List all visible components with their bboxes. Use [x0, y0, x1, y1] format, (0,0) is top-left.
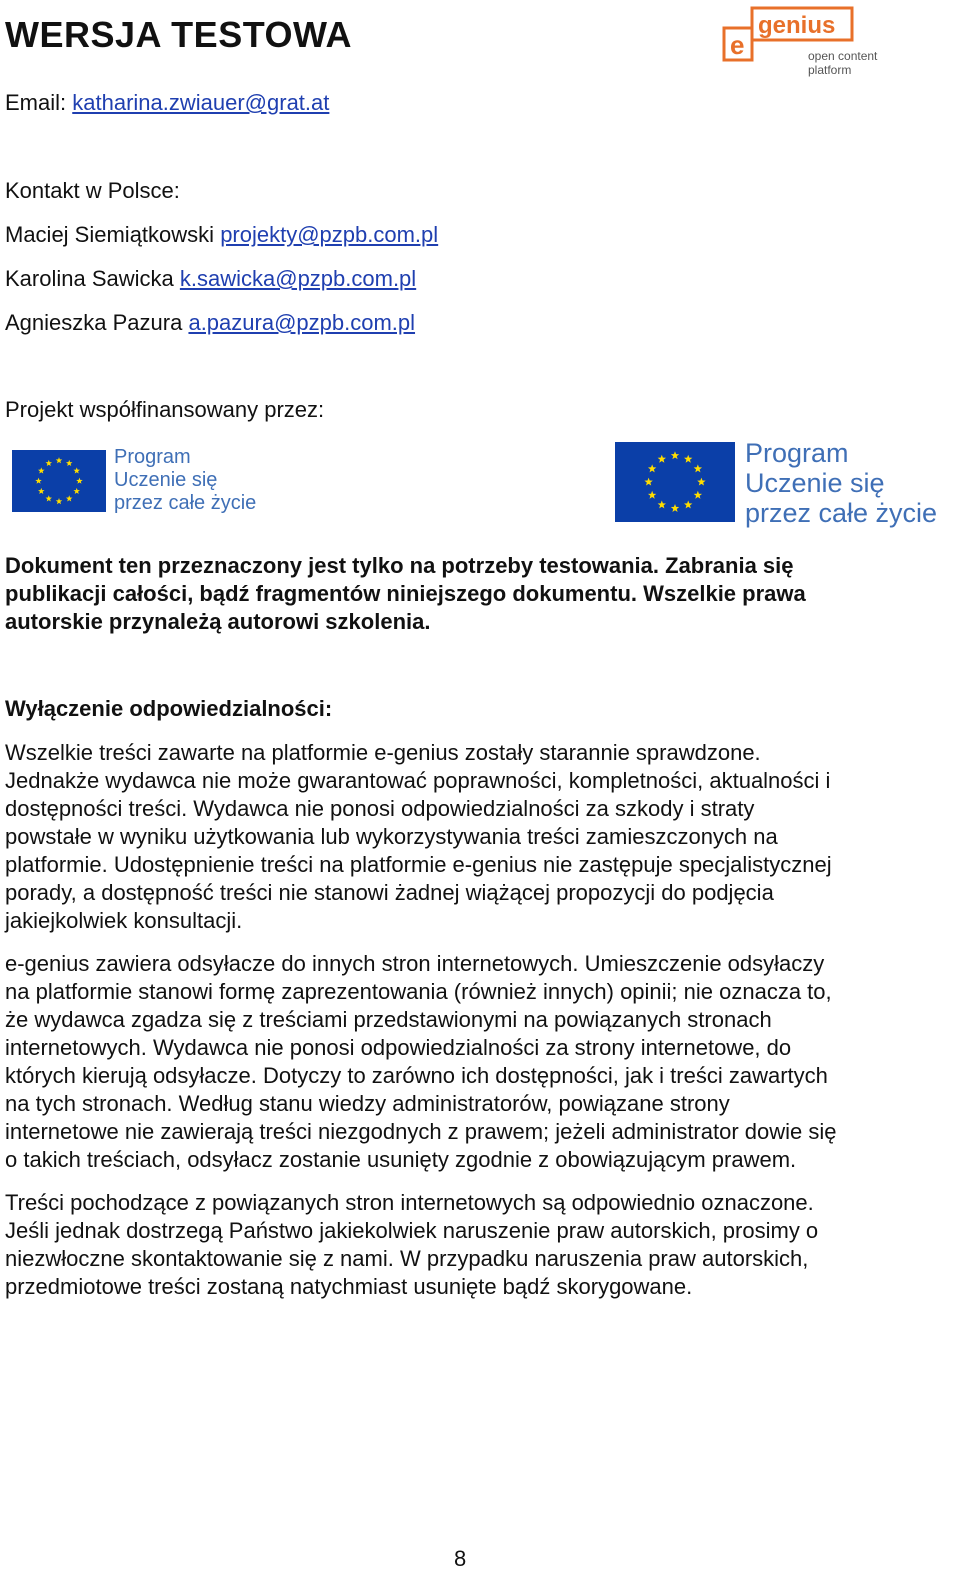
- contact-person-row: [5, 221, 438, 249]
- notice-line: publikacji całości, bądź fragmentów niniejszego dokumentu. Wszelkie prawa: [5, 581, 806, 606]
- paragraph-line: których kierują odsyłacze. Dotyczy to zarówno ich dostępności, jak i treści zawartych: [5, 1063, 828, 1088]
- eu-program-line: Program: [745, 438, 849, 468]
- paragraph-line: przedmiotowe treści zostaną natychmiast usunięte bądź skorygowane.: [5, 1274, 693, 1299]
- eu-star-icon: [66, 460, 72, 466]
- eu-star-icon: [56, 457, 62, 463]
- logo-tagline-2: platform: [808, 63, 852, 77]
- eu-program-logo-large: [615, 438, 955, 530]
- eu-program-line: Uczenie się: [745, 468, 885, 498]
- paragraph-line: na tych stronach. Według stanu wiedzy administratorów, powiązane strony: [5, 1091, 730, 1116]
- paragraph-line: internetowe nie zawierają treści niezgodnych z prawem; jeżeli administrator dowie się: [5, 1119, 837, 1144]
- email-line: [5, 89, 329, 117]
- disclaimer-heading: Wyłączenie odpowiedzialności:: [5, 696, 333, 721]
- eu-flag-icon: [615, 442, 735, 522]
- poland-contact-heading: Kontakt w Polsce:: [5, 178, 180, 203]
- paragraph-line: dostępności treści. Wydawca nie ponosi odpowiedzialności za szkody i straty: [5, 796, 755, 821]
- eu-star-icon: [694, 491, 702, 499]
- contact-name: Agnieszka Pazura: [5, 310, 183, 335]
- eu-program-text: [745, 438, 937, 528]
- paragraph-line: Jeśli jednak dostrzegą Państwo jakiekolwiek naruszenie praw autorskich, prosimy o: [5, 1218, 819, 1243]
- eu-star-icon: [56, 498, 62, 504]
- contact-name: Karolina Sawicka: [5, 266, 174, 291]
- testing-notice: [5, 552, 925, 636]
- paragraph-line: niezwłoczne skontaktowanie się z nami. W przypadku naruszenia praw autorskich,: [5, 1246, 809, 1271]
- email-label: Email:: [5, 90, 67, 115]
- eu-flag-icon: [12, 450, 106, 512]
- e-genius-logo: [722, 2, 892, 80]
- disclaimer-paragraph-1: [5, 739, 935, 935]
- paragraph-line: Jednakże wydawca nie może gwarantować poprawności, kompletności, aktualności i: [5, 768, 831, 793]
- eu-star-icon: [73, 488, 79, 494]
- eu-star-icon: [684, 455, 692, 463]
- eu-program-logo-small: [12, 446, 282, 518]
- contact-email-link[interactable]: projekty@pzpb.com.pl: [220, 222, 439, 247]
- contact-email-link[interactable]: a.pazura@pzpb.com.pl: [188, 310, 416, 335]
- paragraph-line: Treści pochodzące z powiązanych stron internetowych są odpowiednio oznaczone.: [5, 1190, 814, 1215]
- eu-star-icon: [46, 460, 52, 466]
- paragraph-line: o takich treściach, odsyłacz zostanie usunięty zgodnie z obowiązującym prawem.: [5, 1147, 797, 1172]
- eu-star-icon: [697, 478, 705, 486]
- paragraph-line: e-genius zawiera odsyłacze do innych stron internetowych. Umieszczenie odsyłaczy: [5, 951, 825, 976]
- logo-word-text: genius: [758, 12, 836, 39]
- eu-star-icon: [694, 464, 702, 472]
- notice-line: autorskie przynależą autorowi szkolenia.: [5, 609, 431, 634]
- paragraph-line: jakiejkolwiek konsultacji.: [5, 908, 243, 933]
- contact-person-row: [5, 265, 416, 293]
- eu-star-icon: [38, 467, 44, 473]
- disclaimer-paragraph-2: [5, 950, 935, 1174]
- eu-star-icon: [671, 451, 679, 459]
- cofinanced-label: Projekt współfinansowany przez:: [5, 397, 325, 422]
- logo-tagline-1: open content: [808, 49, 878, 63]
- eu-star-icon: [73, 467, 79, 473]
- eu-star-icon: [35, 478, 41, 484]
- eu-program-line: Uczenie się: [114, 469, 218, 491]
- paragraph-line: platformie. Udostępnienie treści na platformie e-genius nie zastępuje specjalistycznej: [5, 852, 832, 877]
- paragraph-line: na platformie stanowi formę zaprezentowania (również innych) opinii; nie oznacza to,: [5, 979, 832, 1004]
- disclaimer-paragraph-3: [5, 1189, 935, 1301]
- contact-email-link[interactable]: k.sawicka@pzpb.com.pl: [179, 266, 417, 291]
- eu-star-icon: [76, 478, 82, 484]
- notice-line: Dokument ten przeznaczony jest tylko na potrzeby testowania. Zabrania się: [5, 553, 794, 578]
- email-link[interactable]: katharina.zwiauer@grat.at: [72, 90, 330, 115]
- eu-star-icon: [648, 491, 656, 499]
- document-title: WERSJA TESTOWA: [5, 14, 353, 55]
- eu-star-icon: [46, 495, 52, 501]
- eu-star-icon: [38, 488, 44, 494]
- paragraph-line: powstałe w wyniku użytkowania lub wykorzystywania treści zamieszczonych na: [5, 824, 778, 849]
- eu-program-line: przez całe życie: [745, 498, 938, 528]
- paragraph-line: internetowych. Wydawca nie ponosi odpowiedzialności za strony internetowe, do: [5, 1035, 792, 1060]
- logo-mark-text: e: [730, 30, 745, 60]
- eu-star-icon: [671, 504, 679, 512]
- eu-star-icon: [658, 500, 666, 508]
- eu-star-icon: [684, 500, 692, 508]
- eu-program-text: [114, 446, 256, 515]
- eu-program-line: przez całe życie: [114, 492, 257, 514]
- page-number: 8: [454, 1546, 467, 1571]
- contact-person-row: [5, 309, 415, 337]
- paragraph-line: Wszelkie treści zawarte na platformie e-genius zostały starannie sprawdzone.: [5, 740, 761, 765]
- eu-star-icon: [658, 455, 666, 463]
- eu-star-icon: [66, 495, 72, 501]
- contact-name: Maciej Siemiątkowski: [5, 222, 215, 247]
- eu-star-icon: [648, 464, 656, 472]
- paragraph-line: porady, a dostępność treści nie stanowi żadnej wiążącej propozycji do podjęcia: [5, 880, 774, 905]
- eu-star-icon: [644, 478, 652, 486]
- eu-program-line: Program: [114, 446, 191, 468]
- paragraph-line: że wydawca zgadza się z treściami przedstawionymi na powiązanych stronach: [5, 1007, 772, 1032]
